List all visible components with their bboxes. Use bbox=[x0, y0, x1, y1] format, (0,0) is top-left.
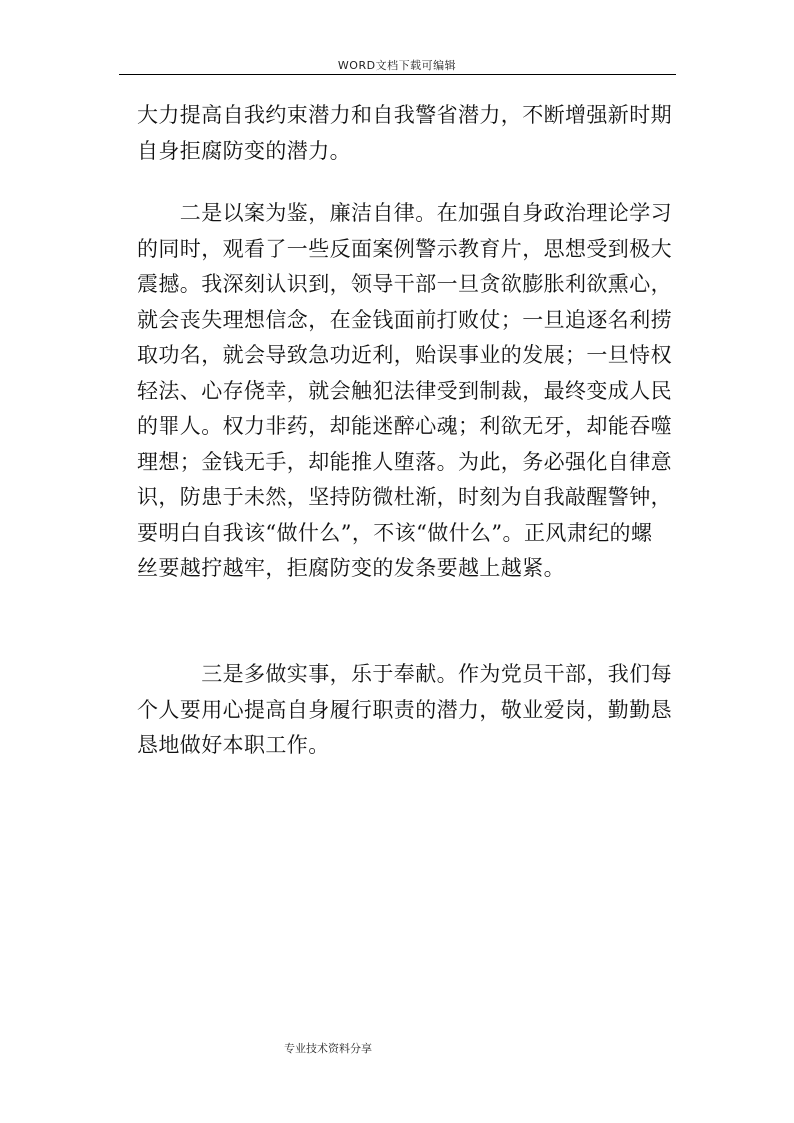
body-paragraph-1: 大力提高自我约束潜力和自我警省潜力，不断增强新时期自身拒腐防变的潜力。 bbox=[137, 103, 672, 163]
body-paragraph-3: 三是多做实事，乐于奉献。作为党员干部，我们每个人要用心提高自身履行职责的潜力，敬业爱岗，勤勤恳恳地做好本职工作。 bbox=[137, 662, 672, 757]
page-header: WORD文档下载可编辑 bbox=[337, 59, 457, 72]
page-footer: 专业技术资料分享 bbox=[284, 1042, 372, 1055]
body-paragraph-2: 二是以案为鉴，廉洁自律。在加强自身政治理论学习的同时，观看了一些反面案例警示教育片，思想受到极大震撼。我深刻认识到，领导干部一旦贪欲膨胀利欲熏心，就会丧失理想信念，在金钱面前打败仗；一旦追逐名利捞取功名，就会导致急功近利，贻误事业的发展；一旦恃权轻法、心存侥幸，就会触犯法律受到制裁，最终变成人民的罪人。权力非药，却能迷醉心魂；利欲无牙，却能吞噬理想；金钱无手，却能推人堕落。为此，务必强化自律意识，防患于未然，坚持防微杜渐，时刻为自我敲醒警钟，要明白自我该“做什么”，不该“做什么”。正风肃纪的螺丝要越拧越牢，拒腐防变的发条要越上越紧。 bbox=[137, 201, 672, 580]
header-divider bbox=[119, 74, 676, 75]
